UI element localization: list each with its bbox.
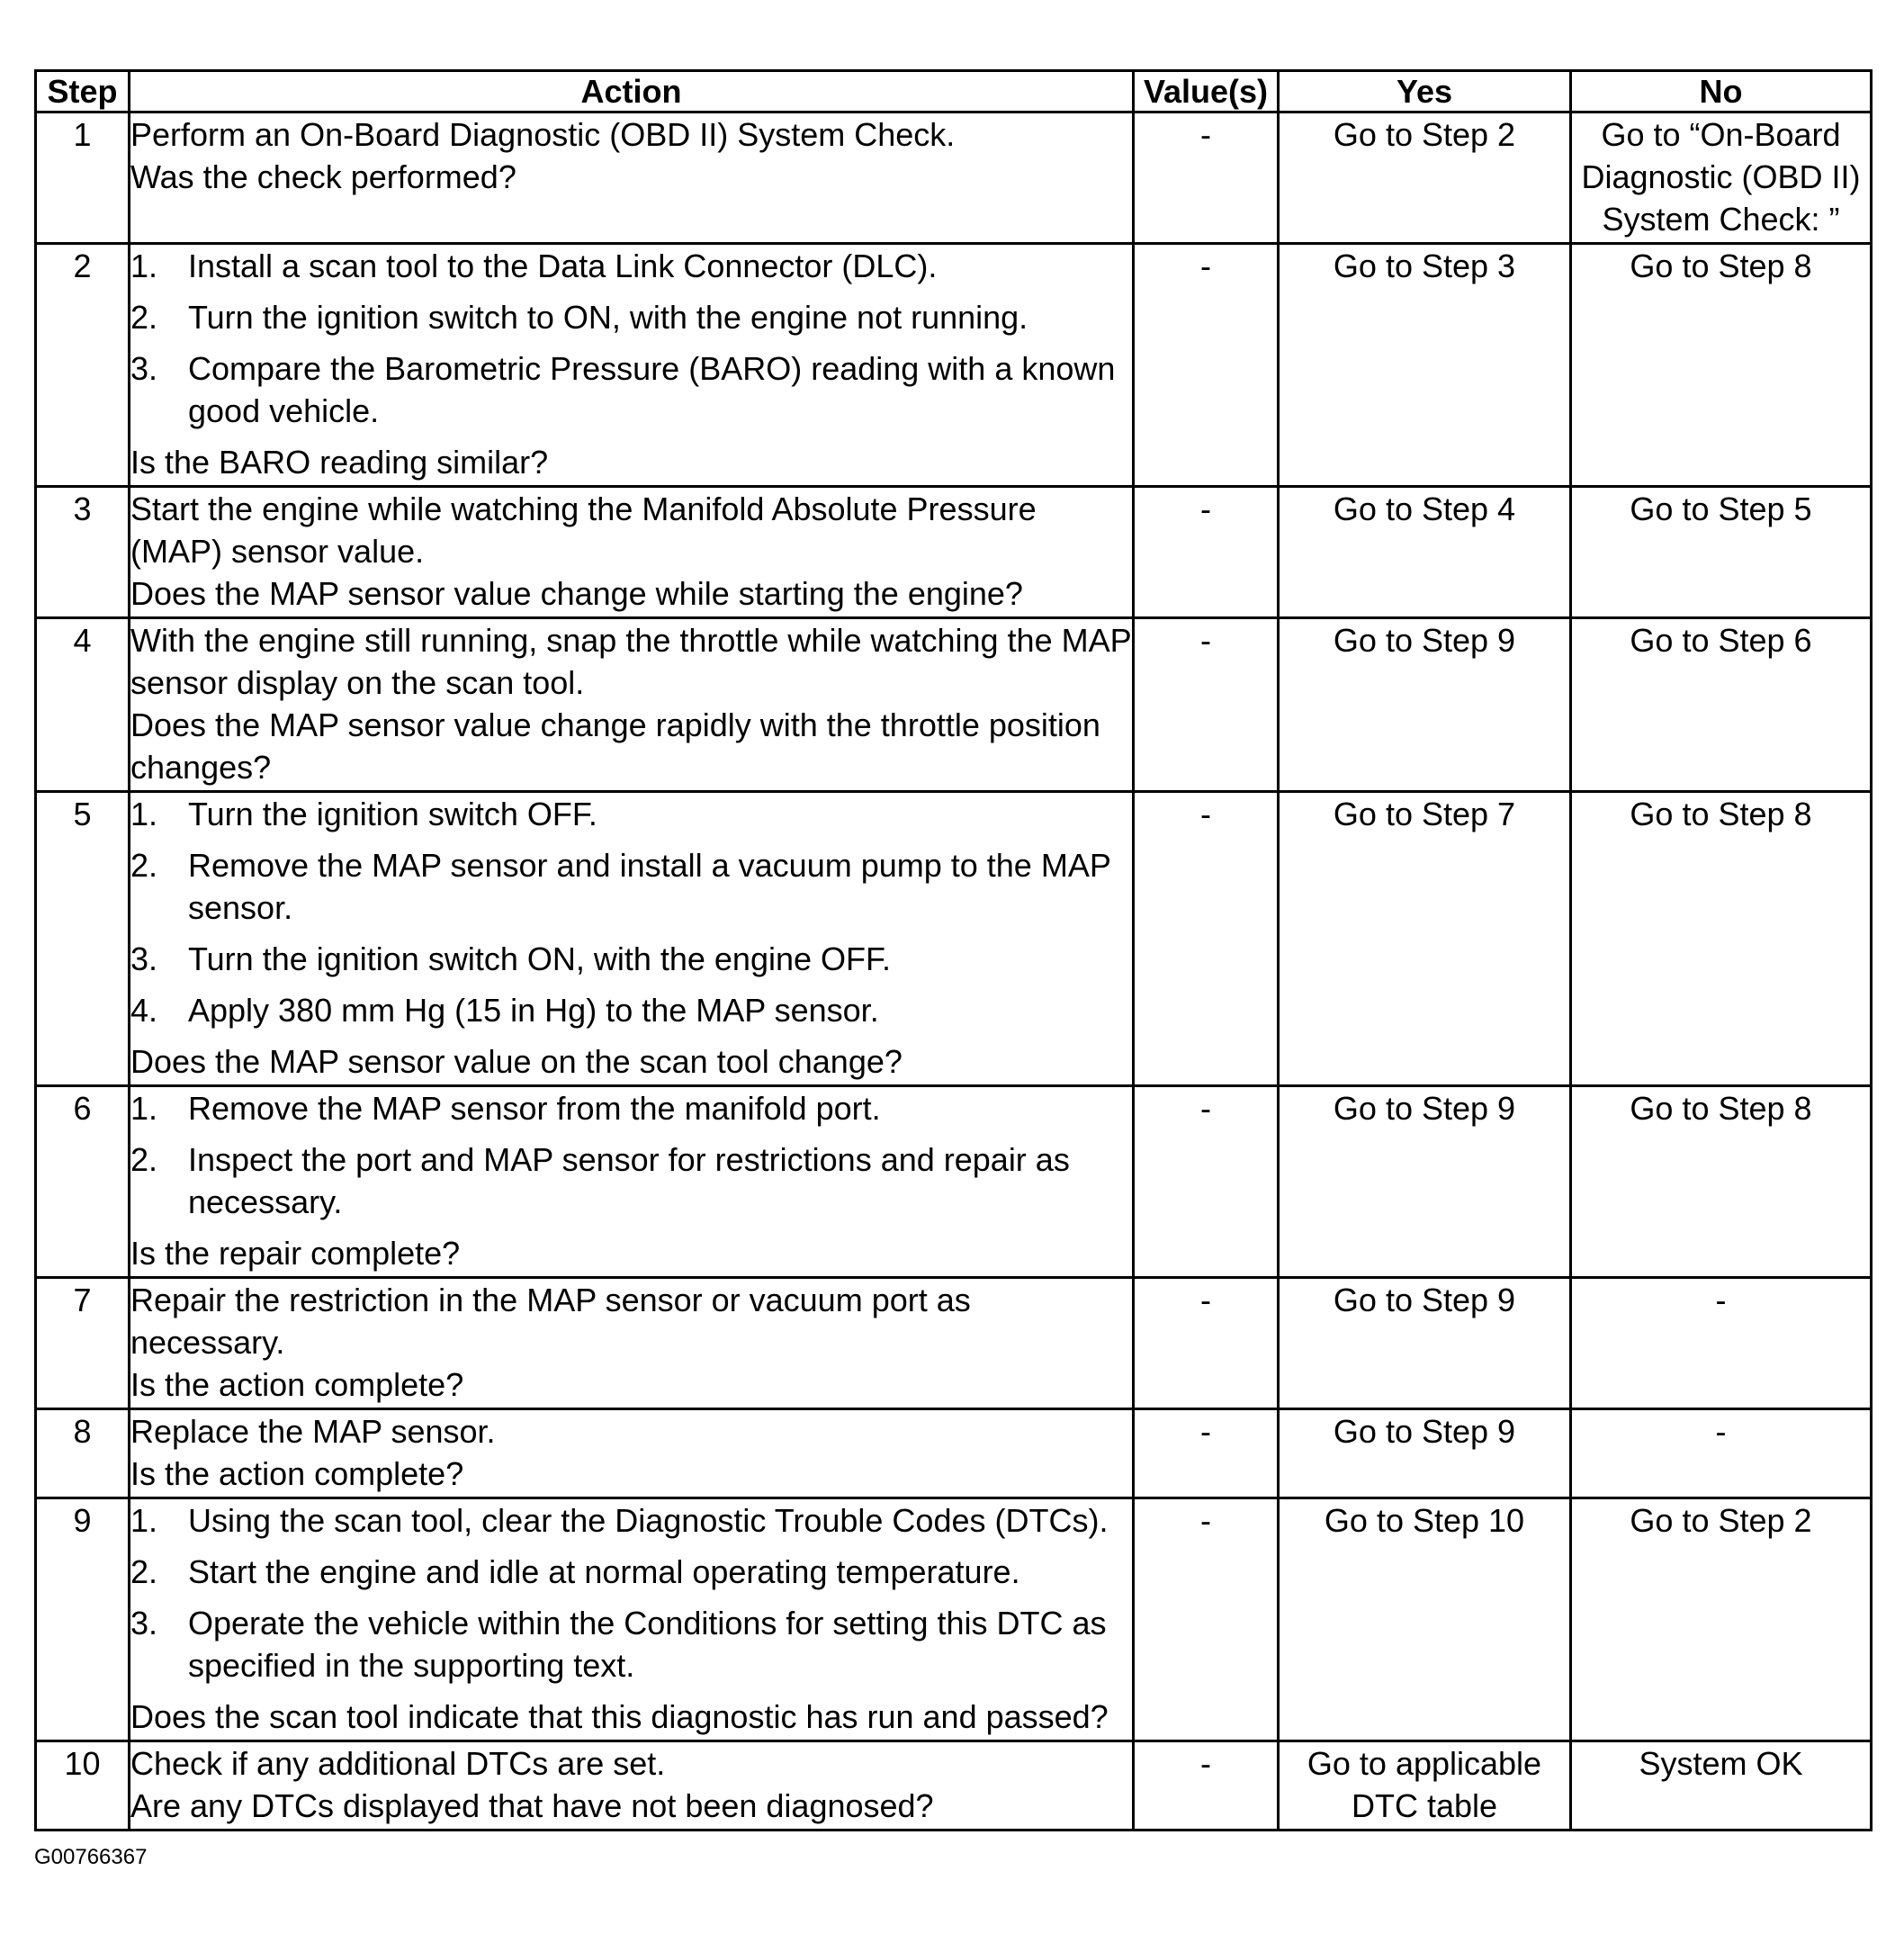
table-row xyxy=(36,244,1872,487)
yes-cell: Go to Step 9 xyxy=(1279,1086,1571,1278)
action-cell xyxy=(130,1086,1134,1278)
substep-number: 2. xyxy=(130,299,158,336)
value-cell: - xyxy=(1134,244,1279,487)
substep-number: 3. xyxy=(130,350,158,387)
action-cell xyxy=(130,487,1134,618)
action-text: Repair the restriction in the MAP sensor or vacuum port as necessary. xyxy=(130,1282,971,1361)
yes-cell: Go to applicable DTC table xyxy=(1279,1741,1571,1831)
value-cell: - xyxy=(1134,1086,1279,1278)
action-question: Is the action complete? xyxy=(130,1366,464,1403)
action-cell xyxy=(130,1741,1134,1831)
action-substep xyxy=(130,1499,1132,1542)
diagnostic-table xyxy=(34,69,1873,1831)
substep-number: 3. xyxy=(130,1605,158,1642)
step-number: 7 xyxy=(36,1278,130,1409)
value-cell: - xyxy=(1134,1278,1279,1409)
action-cell xyxy=(130,1498,1134,1741)
yes-cell: Go to Step 7 xyxy=(1279,792,1571,1086)
yes-cell: Go to Step 4 xyxy=(1279,487,1571,618)
action-substep xyxy=(130,844,1132,929)
action-cell xyxy=(130,792,1134,1086)
substep-text: Using the scan tool, clear the Diagnostic Trouble Codes (DTCs). xyxy=(188,1502,1109,1539)
action-question: Is the repair complete? xyxy=(130,1235,461,1272)
yes-cell: Go to Step 3 xyxy=(1279,244,1571,487)
value-cell: - xyxy=(1134,487,1279,618)
action-substep xyxy=(130,1138,1132,1223)
action-cell xyxy=(130,112,1134,244)
action-substep xyxy=(130,296,1132,338)
value-cell: - xyxy=(1134,1498,1279,1741)
substep-text: Start the engine and idle at normal operating temperature. xyxy=(188,1553,1020,1590)
action-question: Is the BARO reading similar? xyxy=(130,444,549,481)
no-cell: Go to “On-Board Diagnostic (OBD II) System Check: ” xyxy=(1571,112,1872,244)
header-no: No xyxy=(1571,71,1872,112)
step-number: 6 xyxy=(36,1086,130,1278)
action-substep xyxy=(130,1087,1132,1129)
substep-number: 1. xyxy=(130,1502,158,1539)
no-cell: System OK xyxy=(1571,1741,1872,1831)
action-cell xyxy=(130,244,1134,487)
value-cell: - xyxy=(1134,618,1279,792)
substep-text: Remove the MAP sensor and install a vacuum pump to the MAP sensor. xyxy=(188,847,1111,926)
step-number: 1 xyxy=(36,112,130,244)
action-question: Does the MAP sensor value on the scan tool change? xyxy=(130,1043,903,1080)
substep-number: 1. xyxy=(130,796,158,832)
yes-cell: Go to Step 9 xyxy=(1279,1278,1571,1409)
action-question: Are any DTCs displayed that have not been diagnosed? xyxy=(130,1787,934,1824)
step-number: 5 xyxy=(36,792,130,1086)
table-body xyxy=(36,112,1872,1831)
substep-text: Compare the Barometric Pressure (BARO) reading with a known good vehicle. xyxy=(188,350,1116,429)
action-text: Start the engine while watching the Manifold Absolute Pressure (MAP) sensor value. xyxy=(130,490,1037,570)
table-row xyxy=(36,1498,1872,1741)
action-question: Does the MAP sensor value change rapidly with the throttle position changes? xyxy=(130,706,1100,786)
action-question: Does the MAP sensor value change while starting the engine? xyxy=(130,575,1023,612)
header-yes: Yes xyxy=(1279,71,1571,112)
yes-cell: Go to Step 10 xyxy=(1279,1498,1571,1741)
header-action: Action xyxy=(130,71,1134,112)
substep-text: Remove the MAP sensor from the manifold port. xyxy=(188,1090,881,1127)
substep-text: Operate the vehicle within the Conditions for setting this DTC as specified in the supporting text. xyxy=(188,1605,1107,1684)
step-number: 9 xyxy=(36,1498,130,1741)
substep-number: 1. xyxy=(130,1090,158,1127)
yes-cell: Go to Step 9 xyxy=(1279,1409,1571,1498)
table-row xyxy=(36,1278,1872,1409)
action-substep xyxy=(130,938,1132,980)
no-cell: Go to Step 8 xyxy=(1571,792,1872,1086)
table-row xyxy=(36,618,1872,792)
substep-number: 1. xyxy=(130,247,158,284)
step-number: 4 xyxy=(36,618,130,792)
substep-number: 3. xyxy=(130,940,158,977)
substep-text: Turn the ignition switch to ON, with the engine not running. xyxy=(188,299,1028,336)
action-substep xyxy=(130,1551,1132,1593)
no-cell: Go to Step 2 xyxy=(1571,1498,1872,1741)
action-cell xyxy=(130,1278,1134,1409)
substep-text: Apply 380 mm Hg (15 in Hg) to the MAP sensor. xyxy=(188,992,879,1029)
action-question: Was the check performed? xyxy=(130,158,516,195)
no-cell: Go to Step 6 xyxy=(1571,618,1872,792)
substep-text: Turn the ignition switch ON, with the engine OFF. xyxy=(188,940,892,977)
action-question: Is the action complete? xyxy=(130,1455,464,1492)
step-number: 3 xyxy=(36,487,130,618)
table-row xyxy=(36,792,1872,1086)
table-row xyxy=(36,1409,1872,1498)
table-row xyxy=(36,1086,1872,1278)
step-number: 10 xyxy=(36,1741,130,1831)
value-cell: - xyxy=(1134,112,1279,244)
action-cell xyxy=(130,1409,1134,1498)
value-cell: - xyxy=(1134,1741,1279,1831)
header-row xyxy=(36,71,1872,112)
no-cell: Go to Step 8 xyxy=(1571,244,1872,487)
action-text: With the engine still running, snap the throttle while watching the MAP sensor display on the scan tool. xyxy=(130,622,1131,701)
substep-text: Inspect the port and MAP sensor for restrictions and repair as necessary. xyxy=(188,1141,1070,1220)
action-text: Perform an On-Board Diagnostic (OBD II) System Check. xyxy=(130,116,956,153)
yes-cell: Go to Step 2 xyxy=(1279,112,1571,244)
substep-number: 2. xyxy=(130,847,158,884)
value-cell: - xyxy=(1134,1409,1279,1498)
step-number: 2 xyxy=(36,244,130,487)
action-cell xyxy=(130,618,1134,792)
substep-number: 4. xyxy=(130,992,158,1029)
action-text: Replace the MAP sensor. xyxy=(130,1413,496,1450)
no-cell: - xyxy=(1571,1409,1872,1498)
step-number: 8 xyxy=(36,1409,130,1498)
header-values: Value(s) xyxy=(1134,71,1279,112)
substep-text: Turn the ignition switch OFF. xyxy=(188,796,597,832)
action-substep xyxy=(130,989,1132,1031)
value-cell: - xyxy=(1134,792,1279,1086)
header-step: Step xyxy=(36,71,130,112)
table-row xyxy=(36,112,1872,244)
action-substep xyxy=(130,793,1132,835)
no-cell: Go to Step 8 xyxy=(1571,1086,1872,1278)
table-row xyxy=(36,487,1872,618)
action-text: Check if any additional DTCs are set. xyxy=(130,1745,666,1782)
substep-number: 2. xyxy=(130,1141,158,1178)
no-cell: - xyxy=(1571,1278,1872,1409)
no-cell: Go to Step 5 xyxy=(1571,487,1872,618)
yes-cell: Go to Step 9 xyxy=(1279,618,1571,792)
action-question: Does the scan tool indicate that this diagnostic has run and passed? xyxy=(130,1698,1109,1735)
figure-code: G00766367 xyxy=(34,1845,148,1869)
table-row xyxy=(36,1741,1872,1831)
action-substep xyxy=(130,347,1132,432)
substep-text: Install a scan tool to the Data Link Connector (DLC). xyxy=(188,247,938,284)
action-substep xyxy=(130,1602,1132,1687)
substep-number: 2. xyxy=(130,1553,158,1590)
action-substep xyxy=(130,245,1132,287)
